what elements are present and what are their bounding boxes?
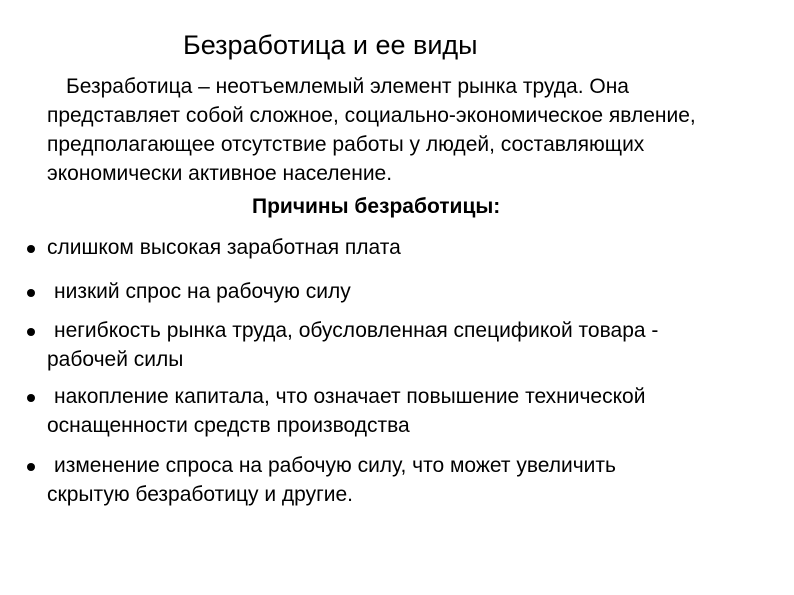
causes-heading: Причины безработицы:	[252, 195, 501, 218]
cause-text	[47, 233, 757, 262]
cause-line: накопление капитала, что означает повышение технической	[54, 385, 646, 408]
cause-line: рабочей силы	[47, 348, 184, 371]
cause-line: слишком высокая заработная плата	[47, 236, 401, 259]
bullet-icon	[27, 394, 35, 402]
cause-line: низкий спрос на рабочую силу	[54, 280, 351, 303]
bullet-icon	[27, 245, 35, 253]
cause-line: изменение спроса на рабочую силу, что может увеличить	[54, 454, 616, 477]
slide-title: Безработица и ее виды	[183, 30, 478, 60]
bullet-icon	[27, 328, 35, 336]
cause-text	[47, 382, 757, 440]
cause-text	[47, 451, 757, 509]
bullet-icon	[27, 463, 35, 471]
cause-line: негибкость рынка труда, обусловленная спецификой товара -	[54, 319, 659, 342]
cause-line: скрытую безработицу и другие.	[47, 483, 354, 506]
cause-text	[47, 316, 757, 374]
intro-paragraph: Безработица – неотъемлемый элемент рынка труда. Она представляет собой сложное, социально-экономическое явление, предполагающее отсутствие работы у людей, составляющих экономически активное население.	[47, 75, 696, 185]
cause-text	[47, 277, 757, 306]
cause-line: оснащенности средств производства	[47, 414, 410, 437]
bullet-icon	[27, 289, 35, 297]
